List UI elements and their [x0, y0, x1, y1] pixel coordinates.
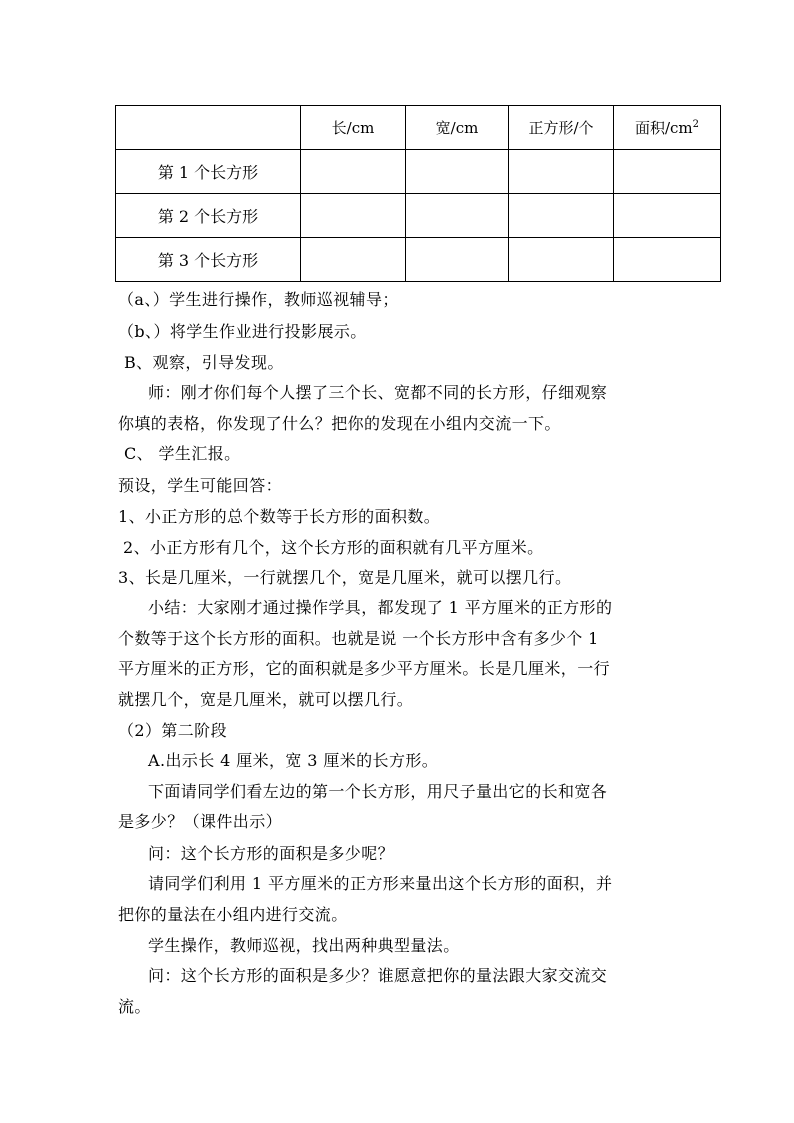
table-cell [406, 194, 509, 238]
body-line: （a、）学生进行操作，教师巡视辅导； [118, 290, 399, 309]
table-row [116, 238, 721, 282]
body-line: 请同学们利用 1 平方厘米的正方形来量出这个长方形的面积，并 [148, 874, 613, 893]
header-cell-squares: 正方形/个 [509, 106, 614, 150]
body-line: 就摆几个，宽是几厘米，就可以摆几行。 [118, 690, 414, 709]
table-header-row [116, 106, 721, 150]
header-cell-length: 长/cm [301, 106, 406, 150]
area-unit-label: 面积/cm [634, 119, 693, 137]
body-line: 流。 [118, 997, 151, 1016]
body-line: （b、）将学生作业进行投影展示。 [118, 322, 367, 341]
table-cell [509, 150, 614, 194]
table-cell [614, 150, 721, 194]
table-cell [509, 238, 614, 282]
body-line: 1、小正方形的总个数等于长方形的面积数。 [118, 507, 441, 526]
table-cell [406, 150, 509, 194]
body-line: 问：这个长方形的面积是多少呢？ [148, 844, 395, 863]
table-cell [301, 238, 406, 282]
table-cell [614, 238, 721, 282]
body-line: 平方厘米的正方形，它的面积就是多少平方厘米。长是几厘米，一行 [118, 659, 611, 678]
body-line: 学生操作，教师巡视，找出两种典型量法。 [148, 936, 460, 955]
body-line: （2）第二阶段 [118, 721, 227, 740]
body-line: B、观察，引导发现。 [124, 353, 284, 372]
body-line: C、 学生汇报。 [124, 444, 241, 463]
body-line: 2、小正方形有几个，这个长方形的面积就有几平方厘米。 [123, 538, 544, 557]
body-line: 个数等于这个长方形的面积。也就是说 一个长方形中含有多少个 1 [118, 629, 599, 648]
table-row [116, 194, 721, 238]
table-cell [406, 238, 509, 282]
body-line: 预设，学生可能回答： [118, 476, 283, 495]
table-row [116, 150, 721, 194]
data-table [115, 105, 721, 282]
table-cell [614, 194, 721, 238]
row-label-cell: 第 1 个长方形 [116, 150, 301, 194]
table-cell [509, 194, 614, 238]
table-cell [301, 194, 406, 238]
header-cell-width: 宽/cm [406, 106, 509, 150]
header-cell-area [614, 106, 721, 150]
header-cell-blank [116, 106, 301, 150]
table-cell [301, 150, 406, 194]
row-label-cell: 第 3 个长方形 [116, 238, 301, 282]
row-label-cell: 第 2 个长方形 [116, 194, 301, 238]
body-line: 是多少？（课件出示） [118, 812, 283, 831]
body-line: 问：这个长方形的面积是多少？谁愿意把你的量法跟大家交流交 [148, 966, 608, 985]
body-line: 小结：大家刚才通过操作学具，都发现了 1 平方厘米的正方形的 [148, 598, 613, 617]
body-line: 把你的量法在小组内进行交流。 [118, 905, 348, 924]
body-line: 你填的表格，你发现了什么？把你的发现在小组内交流一下。 [118, 414, 561, 433]
body-line: 师：刚才你们每个人摆了三个长、宽都不同的长方形，仔细观察 [148, 383, 608, 402]
body-line: 3、长是几厘米，一行就摆几个，宽是几厘米，就可以摆几行。 [118, 568, 572, 587]
area-unit-superscript: 2 [692, 119, 700, 130]
body-line: 下面请同学们看左边的第一个长方形，用尺子量出它的长和宽各 [148, 782, 608, 801]
body-line: A.出示长 4 厘米，宽 3 厘米的长方形。 [148, 751, 439, 770]
